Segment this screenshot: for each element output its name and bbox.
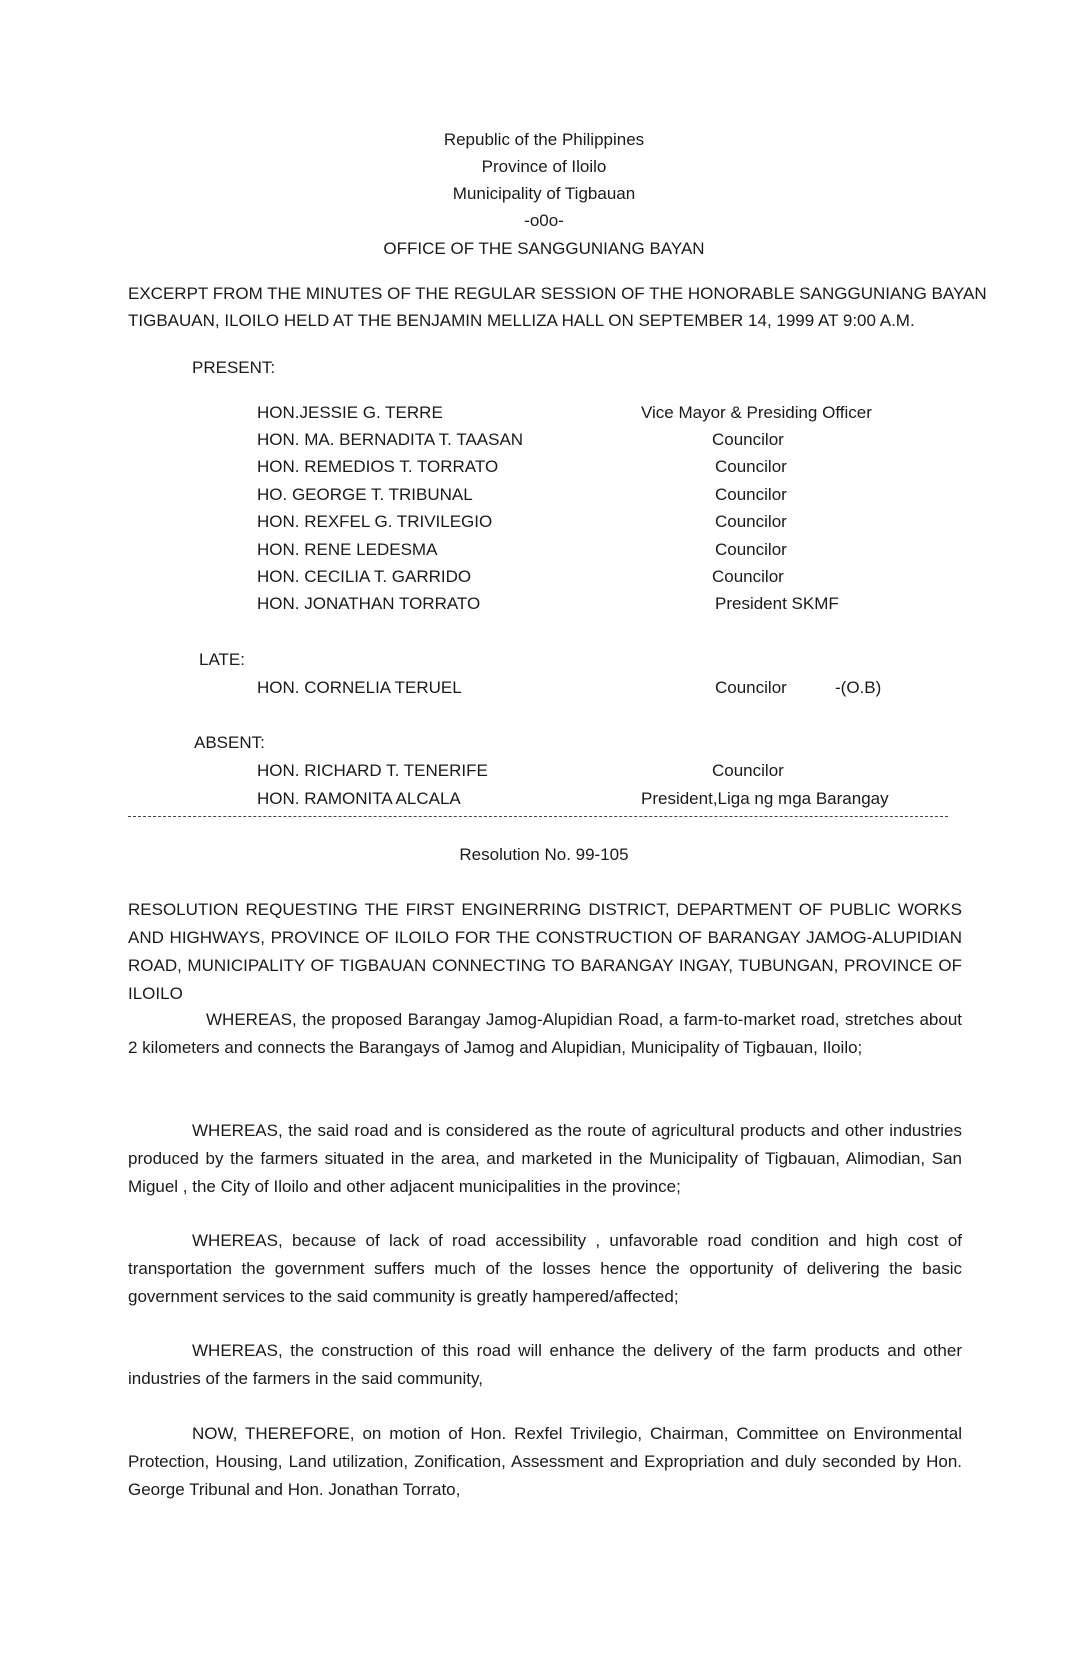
present-member-position: Vice Mayor & Presiding Officer — [641, 403, 872, 422]
present-member-name: HON. RENE LEDESMA — [257, 540, 438, 559]
whereas-paragraph: WHEREAS, the said road and is considered as the route of agricultural products and other industries produced by the farmers situated in the area, and marketed in the Municipality of Tigbauan, Alimodian, San Miguel , the City of Iloilo and other adjacent municipalities in the province; — [128, 1121, 962, 1196]
whereas-paragraph: WHEREAS, the construction of this road will enhance the delivery of the farm products and other industries of the farmers in the said community, — [128, 1341, 962, 1388]
late-member-note: -(O.B) — [835, 678, 882, 697]
present-label: PRESENT: — [192, 358, 276, 377]
late-member-name: HON. CORNELIA TERUEL — [257, 678, 462, 697]
present-member-name: HON. CECILIA T. GARRIDO — [257, 567, 472, 586]
present-member-name: HON. REMEDIOS T. TORRATO — [257, 457, 499, 476]
section-divider — [128, 816, 948, 817]
absent-member-position: President,Liga ng mga Barangay — [641, 789, 889, 808]
resolution-number: Resolution No. 99-105 — [459, 845, 629, 864]
whereas-paragraph: WHEREAS, the proposed Barangay Jamog-Alupidian Road, a farm-to-market road, stretches about 2 kilometers and connects the Barangays of Jamog and Alupidian, Municipality of Tigbauan, Iloilo; — [128, 1010, 962, 1057]
late-label: LATE: — [199, 650, 245, 669]
header-province: Province of Iloilo — [481, 157, 607, 176]
present-member-position: President SKMF — [715, 594, 839, 613]
absent-label: ABSENT: — [194, 733, 265, 752]
present-member-position: Councilor — [712, 430, 784, 449]
header-municipality: Municipality of Tigbauan — [452, 184, 636, 203]
present-member-name: HON. MA. BERNADITA T. TAASAN — [257, 430, 524, 449]
present-member-position: Councilor — [715, 540, 787, 559]
present-member-position: Councilor — [715, 485, 787, 504]
present-member-name: HON. JONATHAN TORRATO — [257, 594, 481, 613]
present-member-name: HON. REXFEL G. TRIVILEGIO — [257, 512, 493, 531]
whereas-paragraph: WHEREAS, because of lack of road accessibility , unfavorable road condition and high cost of transportation the government suffers much of the losses hence the opportunity of delivering the basic government services to the said community is greatly hampered/affected; — [128, 1231, 962, 1306]
now-therefore-paragraph: NOW, THEREFORE, on motion of Hon. Rexfel Trivilegio, Chairman, Committee on Environmental Protection, Housing, Land utilization, Zonification, Assessment and Expropriation and duly seconded by Hon. George Tribunal and Hon. Jonathan Torrato, — [128, 1424, 962, 1499]
excerpt-line-1: EXCERPT FROM THE MINUTES OF THE REGULAR SESSION OF THE HONORABLE SANGGUNIANG BAYAN — [128, 284, 987, 303]
present-member-position: Councilor — [715, 457, 787, 476]
header-separator: -o0o- — [524, 211, 564, 230]
resolution-title: RESOLUTION REQUESTING THE FIRST ENGINERRING DISTRICT, DEPARTMENT OF PUBLIC WORKS AND HIGHWAYS, PROVINCE OF ILOILO FOR THE CONSTRUCTION OF BARANGAY JAMOG-ALUPIDIAN ROAD, MUNICIPALITY OF TIGBAUAN CONNECTING TO BARANGAY INGAY, TUBUNGAN, PROVINCE OF ILOILO — [128, 900, 962, 1003]
present-member-name: HON.JESSIE G. TERRE — [257, 403, 443, 422]
present-member-position: Councilor — [715, 512, 787, 531]
absent-member-name: HON. RICHARD T. TENERIFE — [257, 761, 488, 780]
absent-member-name: HON. RAMONITA ALCALA — [257, 789, 461, 808]
present-member-position: Councilor — [712, 567, 784, 586]
late-member-position: Councilor — [715, 678, 787, 697]
header-republic: Republic of the Philippines — [443, 130, 645, 149]
present-member-name: HO. GEORGE T. TRIBUNAL — [257, 485, 473, 504]
header-office: OFFICE OF THE SANGGUNIANG BAYAN — [383, 239, 705, 258]
excerpt-line-2: TIGBAUAN, ILOILO HELD AT THE BENJAMIN MELLIZA HALL ON SEPTEMBER 14, 1999 AT 9:00 A.M. — [128, 311, 915, 330]
absent-member-position: Councilor — [712, 761, 784, 780]
